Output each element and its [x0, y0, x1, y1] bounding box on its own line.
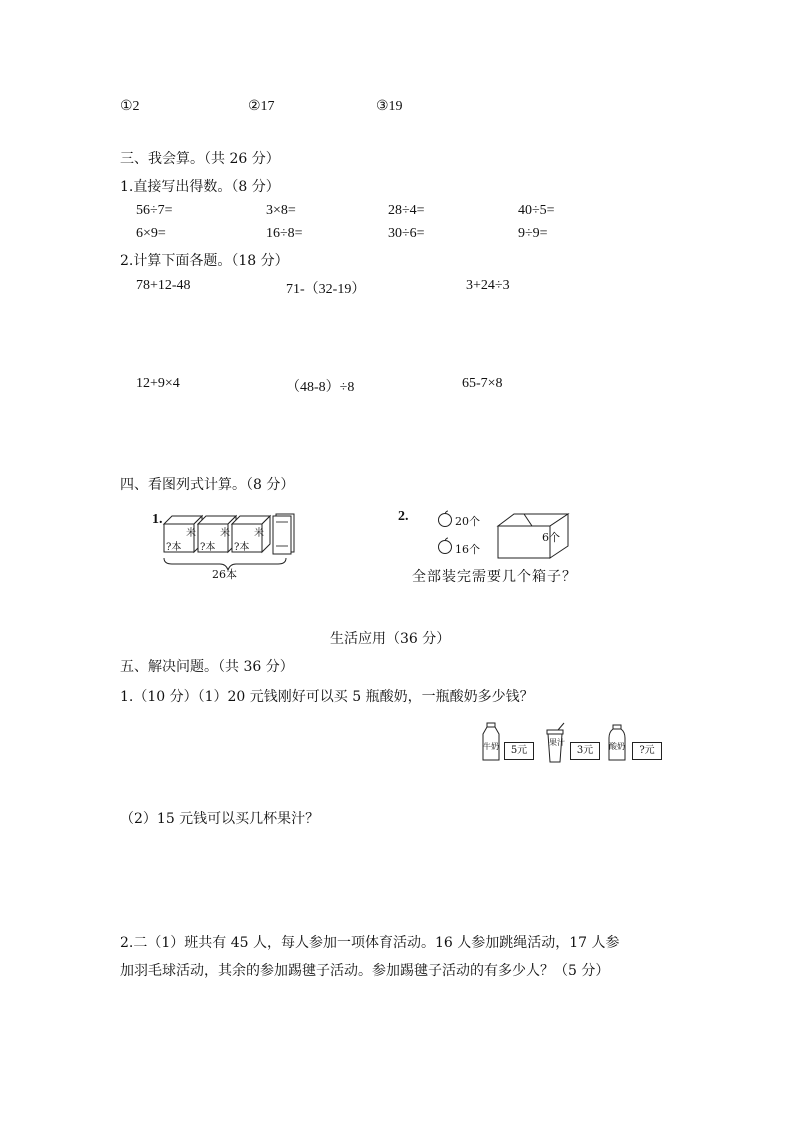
q2-item: 71-（32-19）	[286, 282, 366, 297]
problem-2-line-2: 加羽毛球活动，其余的参加踢毽子活动。参加踢毽子活动的有多少人？（5 分）	[120, 963, 610, 979]
option-1: ①2	[120, 99, 140, 114]
carton-box-icon	[494, 510, 574, 562]
figure-1-total: 26本	[212, 568, 237, 581]
figure-2-question: 全部装完需要几个箱子？	[412, 569, 577, 585]
q1-item: 40÷5=	[518, 203, 555, 218]
apple-icon	[436, 537, 454, 555]
apple-icon	[436, 510, 454, 528]
q1-item: 9÷9=	[518, 226, 548, 241]
section-3-title: 三、我会算。（共 26 分）	[120, 151, 280, 167]
life-title: 生活应用（36 分）	[330, 631, 451, 647]
q2-item: 65-7×8	[462, 376, 503, 391]
section-5-title: 五、解决问题。（共 36 分）	[120, 659, 294, 675]
box-char: 米	[254, 528, 264, 539]
q1-item: 28÷4=	[388, 203, 425, 218]
section-4-title: 四、看图列式计算。（8 分）	[120, 477, 295, 493]
price-tag: 5元	[504, 742, 534, 760]
figure-2-number: 2.	[398, 509, 409, 524]
price-tag: ?元	[632, 742, 662, 760]
q1-item: 30÷6=	[388, 226, 425, 241]
option-3: ③19	[376, 99, 403, 114]
q1-item: 6×9=	[136, 226, 166, 241]
problem-2-line-1: 2.二（1）班共有 45 人，每人参加一项体育活动。16 人参加跳绳活动，17 人参	[120, 935, 620, 951]
box-label: ?本	[200, 542, 216, 553]
apples-count-top: 20个	[455, 515, 480, 528]
box-char: 米	[186, 528, 196, 539]
box-char: 米	[220, 528, 230, 539]
q1-item: 16÷8=	[266, 226, 303, 241]
product-name: 牛奶	[483, 742, 499, 751]
q2-title: 2.计算下面各题。（18 分）	[120, 253, 289, 269]
product-name: 酸奶	[609, 742, 625, 751]
carton-box-label: 6个	[542, 531, 560, 544]
box-label: ?本	[234, 542, 250, 553]
q2-item: 78+12-48	[136, 278, 191, 293]
q2-item: （48-8）÷8	[286, 380, 355, 395]
q1-item: 3×8=	[266, 203, 296, 218]
q2-item: 3+24÷3	[466, 278, 510, 293]
q1-title: 1.直接写出得数。（8 分）	[120, 179, 280, 195]
problem-1-q1: 1.（10 分）（1）20 元钱刚好可以买 5 瓶酸奶，一瓶酸奶多少钱？	[120, 689, 534, 705]
book-icon	[273, 514, 294, 554]
product-name: 果汁	[549, 738, 565, 747]
price-tag: 3元	[570, 742, 600, 760]
box-label: ?本	[166, 542, 182, 553]
figure-1-number: 1.	[152, 512, 163, 527]
q2-item: 12+9×4	[136, 376, 180, 391]
option-2: ②17	[248, 99, 275, 114]
apples-count-bottom: 16个	[455, 543, 480, 556]
q1-item: 56÷7=	[136, 203, 173, 218]
problem-1-q2: （2）15 元钱可以买几杯果汁？	[120, 811, 320, 827]
